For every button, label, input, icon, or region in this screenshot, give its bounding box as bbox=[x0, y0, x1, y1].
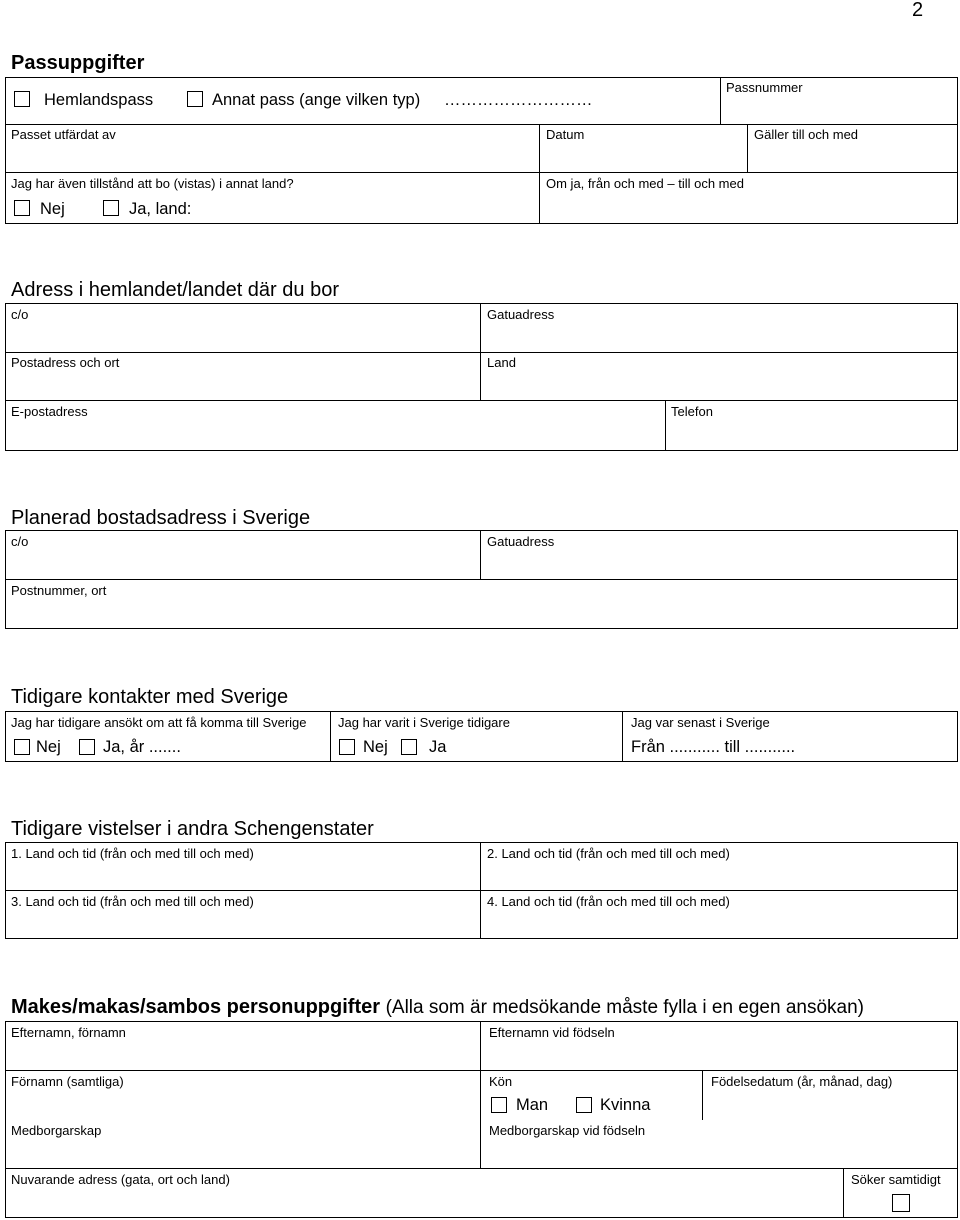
phone-field[interactable]: Telefon bbox=[671, 404, 713, 419]
applies-together-checkbox[interactable] bbox=[892, 1194, 910, 1212]
home-street-field[interactable]: Gatuadress bbox=[487, 307, 555, 322]
divider bbox=[480, 1021, 481, 1168]
other-passport-label: Annat pass (ange vilken typ) bbox=[212, 91, 421, 109]
schengen-stay-4-field[interactable]: 4. Land och tid (från och med till och med) bbox=[487, 894, 730, 909]
last-visit-question: Jag var senast i Sverige bbox=[631, 715, 770, 730]
visited-yes-label: Ja bbox=[429, 738, 447, 756]
section-title-schengen: Tidigare vistelser i andra Schengenstater bbox=[11, 818, 374, 840]
spouse-citizenship-field[interactable]: Medborgarskap bbox=[11, 1123, 102, 1138]
section-title-contacts: Tidigare kontakter med Sverige bbox=[11, 686, 289, 708]
schengen-stay-2-field[interactable]: 2. Land och tid (från och med till och med) bbox=[487, 846, 730, 861]
applied-yes-checkbox[interactable] bbox=[79, 739, 95, 755]
section-title-home-address: Adress i hemlandet/landet där du bor bbox=[11, 279, 339, 301]
spouse-birth-citizenship-field[interactable]: Medborgarskap vid födseln bbox=[489, 1123, 646, 1138]
divider bbox=[5, 124, 958, 125]
other-passport-type-field[interactable]: ……………………… bbox=[444, 91, 593, 109]
swedish-postal-field[interactable]: Postnummer, ort bbox=[11, 583, 107, 598]
valid-until-field[interactable]: Gäller till och med bbox=[754, 127, 859, 142]
other-permit-yes-label: Ja, land: bbox=[129, 200, 192, 218]
gender-male-label: Man bbox=[516, 1096, 549, 1114]
divider bbox=[720, 77, 721, 124]
home-country-field[interactable]: Land bbox=[487, 355, 516, 370]
divider bbox=[665, 400, 666, 451]
divider bbox=[5, 172, 958, 173]
schengen-stay-1-field[interactable]: 1. Land och tid (från och med till och med) bbox=[11, 846, 254, 861]
home-passport-checkbox[interactable] bbox=[14, 91, 30, 107]
schengen-stay-3-field[interactable]: 3. Land och tid (från och med till och med) bbox=[11, 894, 254, 909]
spouse-box bbox=[5, 1021, 958, 1218]
divider bbox=[539, 124, 540, 224]
other-permit-no-checkbox[interactable] bbox=[14, 200, 30, 216]
divider bbox=[5, 352, 958, 353]
divider bbox=[843, 1168, 844, 1218]
spouse-subtitle: (Alla som är medsökande måste fylla i en egen ansökan) bbox=[385, 997, 864, 1018]
divider bbox=[5, 579, 958, 580]
divider bbox=[5, 890, 958, 891]
divider bbox=[5, 1168, 958, 1169]
gender-male-checkbox[interactable] bbox=[491, 1097, 507, 1113]
spouse-address-field[interactable]: Nuvarande adress (gata, ort och land) bbox=[11, 1172, 230, 1187]
gender-female-checkbox[interactable] bbox=[576, 1097, 592, 1113]
applied-no-label: Nej bbox=[36, 738, 61, 756]
swedish-street-field[interactable]: Gatuadress bbox=[487, 534, 555, 549]
issued-by-field[interactable]: Passet utfärdat av bbox=[11, 127, 116, 142]
gender-female-label: Kvinna bbox=[600, 1096, 651, 1114]
visited-before-question: Jag har varit i Sverige tidigare bbox=[338, 715, 510, 730]
spouse-name-field[interactable]: Efternamn, förnamn bbox=[11, 1025, 126, 1040]
spouse-birth-name-field[interactable]: Efternamn vid födseln bbox=[489, 1025, 615, 1040]
other-permit-no-label: Nej bbox=[40, 200, 65, 218]
divider bbox=[330, 711, 331, 762]
spouse-first-names-field[interactable]: Förnamn (samtliga) bbox=[11, 1074, 124, 1089]
divider bbox=[480, 842, 481, 939]
divider bbox=[702, 1070, 703, 1120]
other-passport-checkbox[interactable] bbox=[187, 91, 203, 107]
home-address-box bbox=[5, 303, 958, 451]
page-number: 2 bbox=[912, 0, 924, 21]
divider bbox=[480, 303, 481, 400]
issue-date-field[interactable]: Datum bbox=[546, 127, 585, 142]
last-visit-period-field[interactable]: Från ........... till ........... bbox=[631, 738, 796, 756]
visited-no-checkbox[interactable] bbox=[339, 739, 355, 755]
home-passport-label: Hemlandspass bbox=[44, 91, 154, 109]
section-title-swedish-address: Planerad bostadsadress i Sverige bbox=[11, 507, 311, 529]
other-permit-yes-checkbox[interactable] bbox=[103, 200, 119, 216]
home-co-field[interactable]: c/o bbox=[11, 307, 29, 322]
section-title-passport: Passuppgifter bbox=[11, 52, 145, 74]
spouse-dob-field[interactable]: Födelsedatum (år, månad, dag) bbox=[711, 1074, 893, 1089]
email-field[interactable]: E-postadress bbox=[11, 404, 88, 419]
divider bbox=[480, 530, 481, 579]
applies-together-label: Söker samtidigt bbox=[851, 1172, 941, 1187]
applied-before-question: Jag har tidigare ansökt om att få komma till Sverige bbox=[11, 715, 307, 730]
divider bbox=[747, 124, 748, 172]
visited-yes-checkbox[interactable] bbox=[401, 739, 417, 755]
spouse-gender-label: Kön bbox=[489, 1074, 513, 1089]
home-postal-field[interactable]: Postadress och ort bbox=[11, 355, 120, 370]
applied-yes-year-field[interactable]: Ja, år ....... bbox=[103, 738, 181, 756]
other-permit-question: Jag har även tillstånd att bo (vistas) i annat land? bbox=[11, 176, 294, 191]
spouse-title: Makes/makas/sambos personuppgifter bbox=[11, 996, 381, 1018]
passport-number-field[interactable]: Passnummer bbox=[726, 80, 803, 95]
section-title-spouse bbox=[11, 996, 864, 1019]
divider bbox=[622, 711, 623, 762]
swedish-co-field[interactable]: c/o bbox=[11, 534, 29, 549]
divider bbox=[5, 1070, 958, 1071]
divider bbox=[5, 400, 958, 401]
applied-no-checkbox[interactable] bbox=[14, 739, 30, 755]
other-permit-period-field[interactable]: Om ja, från och med – till och med bbox=[546, 176, 744, 191]
visited-no-label: Nej bbox=[363, 738, 388, 756]
